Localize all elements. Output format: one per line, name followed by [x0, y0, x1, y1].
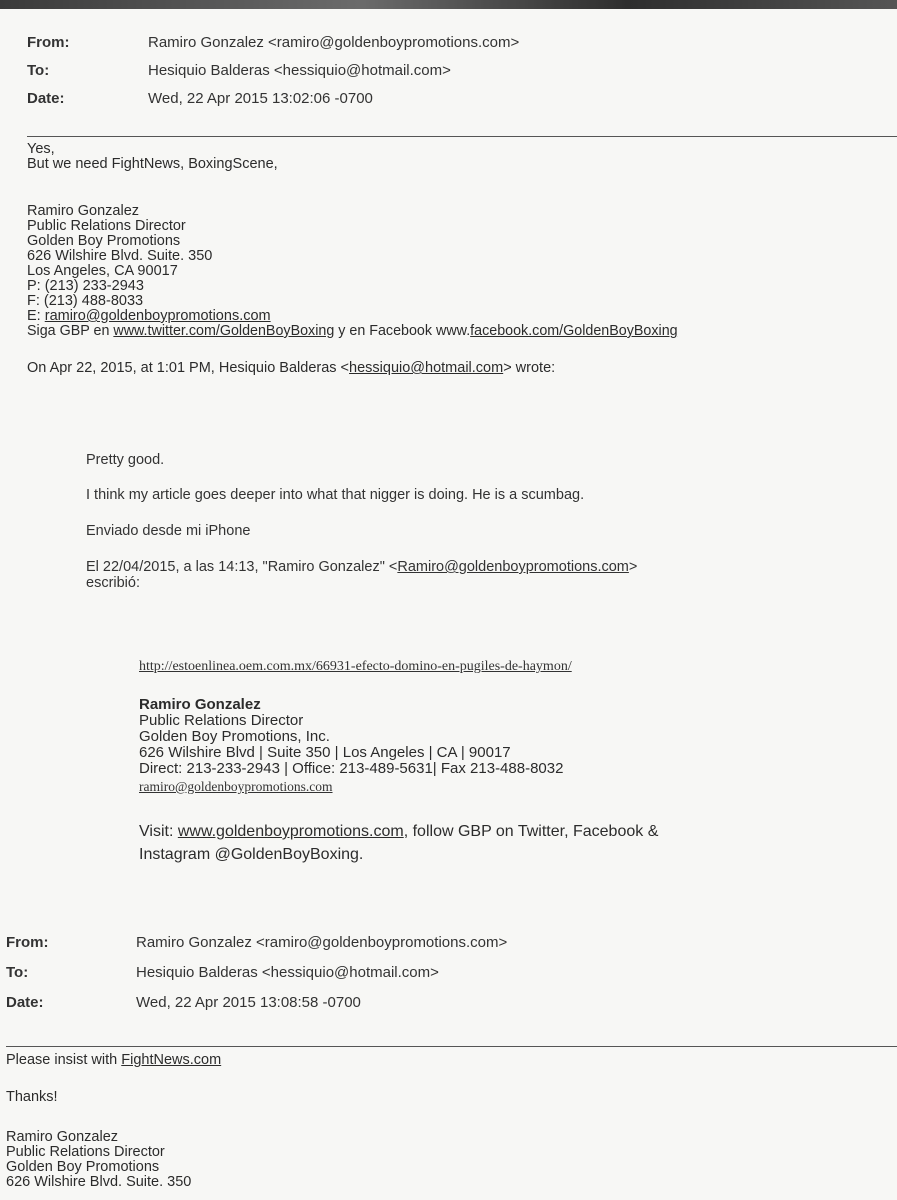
inner-intro-prefix: El 22/04/2015, a las 14:13, "Ramiro Gonzalez" <: [86, 559, 398, 575]
email2-body-line: [6, 1053, 221, 1068]
quoted-sig-title: Public Relations Director: [139, 712, 304, 729]
quoted-visit-line-2: Instagram @GoldenBoyBoxing.: [139, 846, 364, 863]
email1-sig-social-mid: y en Facebook www.: [334, 323, 471, 339]
email1-date: Wed, 22 Apr 2015 13:02:06 -0700: [148, 90, 373, 107]
email1-body-line-2: But we need FightNews, BoxingScene,: [27, 156, 278, 172]
quoted-line-2: I think my article goes deeper into what that nigger is doing. He is a scumbag.: [86, 487, 585, 503]
quoted-sig-email-link[interactable]: ramiro@goldenboypromotions.com: [139, 779, 333, 794]
email1-twitter-link[interactable]: www.twitter.com/GoldenBoyBoxing: [113, 323, 335, 339]
email1-sig-address2: Los Angeles, CA 90017: [27, 263, 178, 279]
quoted-line-1: Pretty good.: [86, 452, 165, 468]
visit-website-link[interactable]: www.goldenboypromotions.com: [177, 823, 404, 840]
quoted-sig-phones: Direct: 213-233-2943 | Office: 213-489-5631| Fax 213-488-8032: [139, 760, 564, 777]
email1-sig-email-line: [27, 309, 271, 324]
visit-prefix: Visit:: [139, 823, 178, 840]
email1-sig-title: Public Relations Director: [27, 218, 186, 234]
email2-divider: [6, 1046, 897, 1047]
email1-reply-intro: [27, 361, 555, 376]
email1-sig-name: Ramiro Gonzalez: [27, 203, 140, 219]
email1-from-label: From:: [27, 34, 70, 51]
quoted-article-link[interactable]: http://estoenlinea.oem.com.mx/66931-efecto-domino-en-pugiles-de-haymon/: [139, 659, 572, 674]
email2-from: Ramiro Gonzalez <ramiro@goldenboypromotions.com>: [136, 934, 508, 951]
quoted-sig-company: Golden Boy Promotions, Inc.: [139, 728, 330, 745]
email2-sig-address1: 626 Wilshire Blvd. Suite. 350: [6, 1174, 192, 1190]
email1-date-label: Date:: [27, 90, 65, 107]
email1-sig-email-link[interactable]: ramiro@goldenboypromotions.com: [44, 308, 271, 324]
email2-date: Wed, 22 Apr 2015 13:08:58 -0700: [136, 994, 361, 1011]
inner-intro-suffix: >: [628, 559, 638, 575]
quoted-inner-intro: [86, 559, 637, 575]
reply-intro-suffix: > wrote:: [503, 360, 556, 376]
email1-body-line-1: Yes,: [27, 141, 55, 157]
email2-to: Hesiquio Balderas <hessiquio@hotmail.com>: [136, 964, 439, 981]
reply-intro-prefix: On Apr 22, 2015, at 1:01 PM, Hesiquio Balderas <: [27, 360, 350, 376]
email2-thanks: Thanks!: [6, 1089, 58, 1105]
email1-divider: [27, 136, 897, 137]
scan-top-edge: [0, 0, 897, 9]
visit-suffix: , follow GBP on Twitter, Facebook &: [403, 823, 659, 840]
quoted-visit-line: [139, 823, 658, 841]
quoted-sig-address: 626 Wilshire Blvd | Suite 350 | Los Angeles | CA | 90017: [139, 744, 511, 761]
reply-intro-email-link[interactable]: hessiquio@hotmail.com: [349, 360, 504, 376]
quoted-sig-name: Ramiro Gonzalez: [139, 696, 261, 713]
email1-facebook-link[interactable]: facebook.com/GoldenBoyBoxing: [470, 323, 678, 339]
email2-from-label: From:: [6, 934, 49, 951]
fightnews-link[interactable]: FightNews.com: [121, 1052, 222, 1068]
email1-sig-phone: P: (213) 233-2943: [27, 278, 144, 294]
email2-sig-name: Ramiro Gonzalez: [6, 1129, 119, 1145]
email1-sig-company: Golden Boy Promotions: [27, 233, 181, 249]
email1-to: Hesiquio Balderas <hessiquio@hotmail.com>: [148, 62, 451, 79]
email2-sig-title: Public Relations Director: [6, 1144, 165, 1160]
quoted-inner-intro-line2: escribió:: [86, 575, 140, 591]
email2-body-prefix: Please insist with: [6, 1052, 122, 1068]
email1-to-label: To:: [27, 62, 50, 79]
email1-sig-social-prefix: Siga GBP en: [27, 323, 114, 339]
email1-from: Ramiro Gonzalez <ramiro@goldenboypromotions.com>: [148, 34, 520, 51]
email1-sig-address1: 626 Wilshire Blvd. Suite. 350: [27, 248, 213, 264]
email1-sig-fax: F: (213) 488-8033: [27, 293, 144, 309]
inner-intro-email-link[interactable]: Ramiro@goldenboypromotions.com: [397, 559, 629, 575]
email1-sig-social-line: [27, 324, 678, 339]
email1-sig-email-prefix: E:: [27, 308, 45, 324]
email2-to-label: To:: [6, 964, 29, 981]
email2-sig-company: Golden Boy Promotions: [6, 1159, 160, 1175]
email2-date-label: Date:: [6, 994, 44, 1011]
quoted-line-3: Enviado desde mi iPhone: [86, 523, 251, 539]
